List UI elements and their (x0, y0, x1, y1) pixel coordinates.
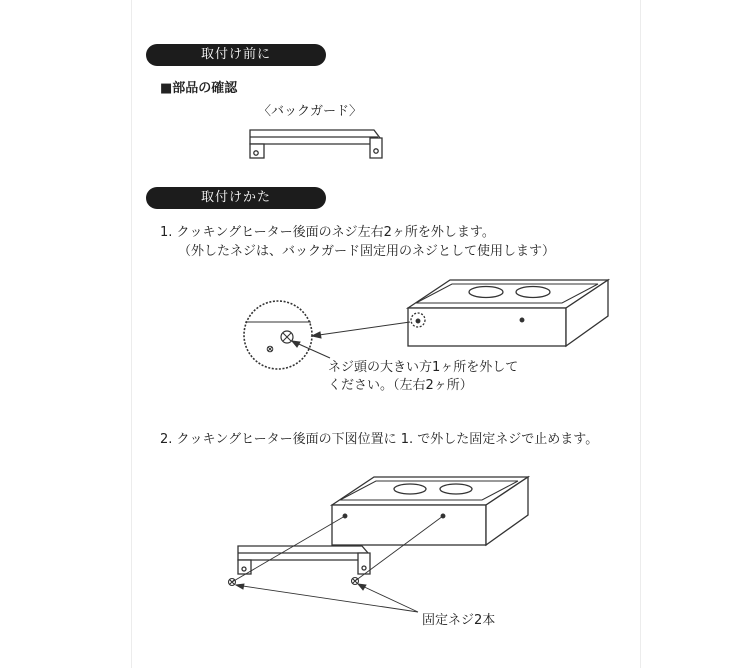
step2-text: 2. クッキングヒーター後面の下図位置に 1. で外した固定ネジで止めます。 (160, 432, 599, 447)
part-name-label: 〈バックガード〉 (258, 104, 363, 119)
cooktop-step2 (332, 477, 528, 545)
parts-check-label: ■部品の確認 (160, 81, 238, 96)
fixing-screws (229, 578, 359, 586)
before-install-heading: 取付け前に (146, 44, 326, 66)
step1-text: 1. クッキングヒーター後面のネジ左右2ヶ所を外します。 (160, 225, 495, 240)
step1-note: （外したネジは、バックガード固定用のネジとして使用します） (178, 244, 556, 259)
step1-callout-line1: ネジ頭の大きい方1ヶ所を外して (328, 360, 519, 375)
back-guard-attach (238, 546, 370, 574)
cooktop-step1 (408, 280, 608, 346)
back-guard-illustration (250, 130, 382, 158)
step1-callout-line2: ください。（左右2ヶ所） (328, 378, 473, 393)
screw-detail-circle (244, 301, 312, 369)
install-heading: 取付けかた (146, 187, 326, 209)
step2-callout: 固定ネジ2本 (422, 613, 496, 628)
